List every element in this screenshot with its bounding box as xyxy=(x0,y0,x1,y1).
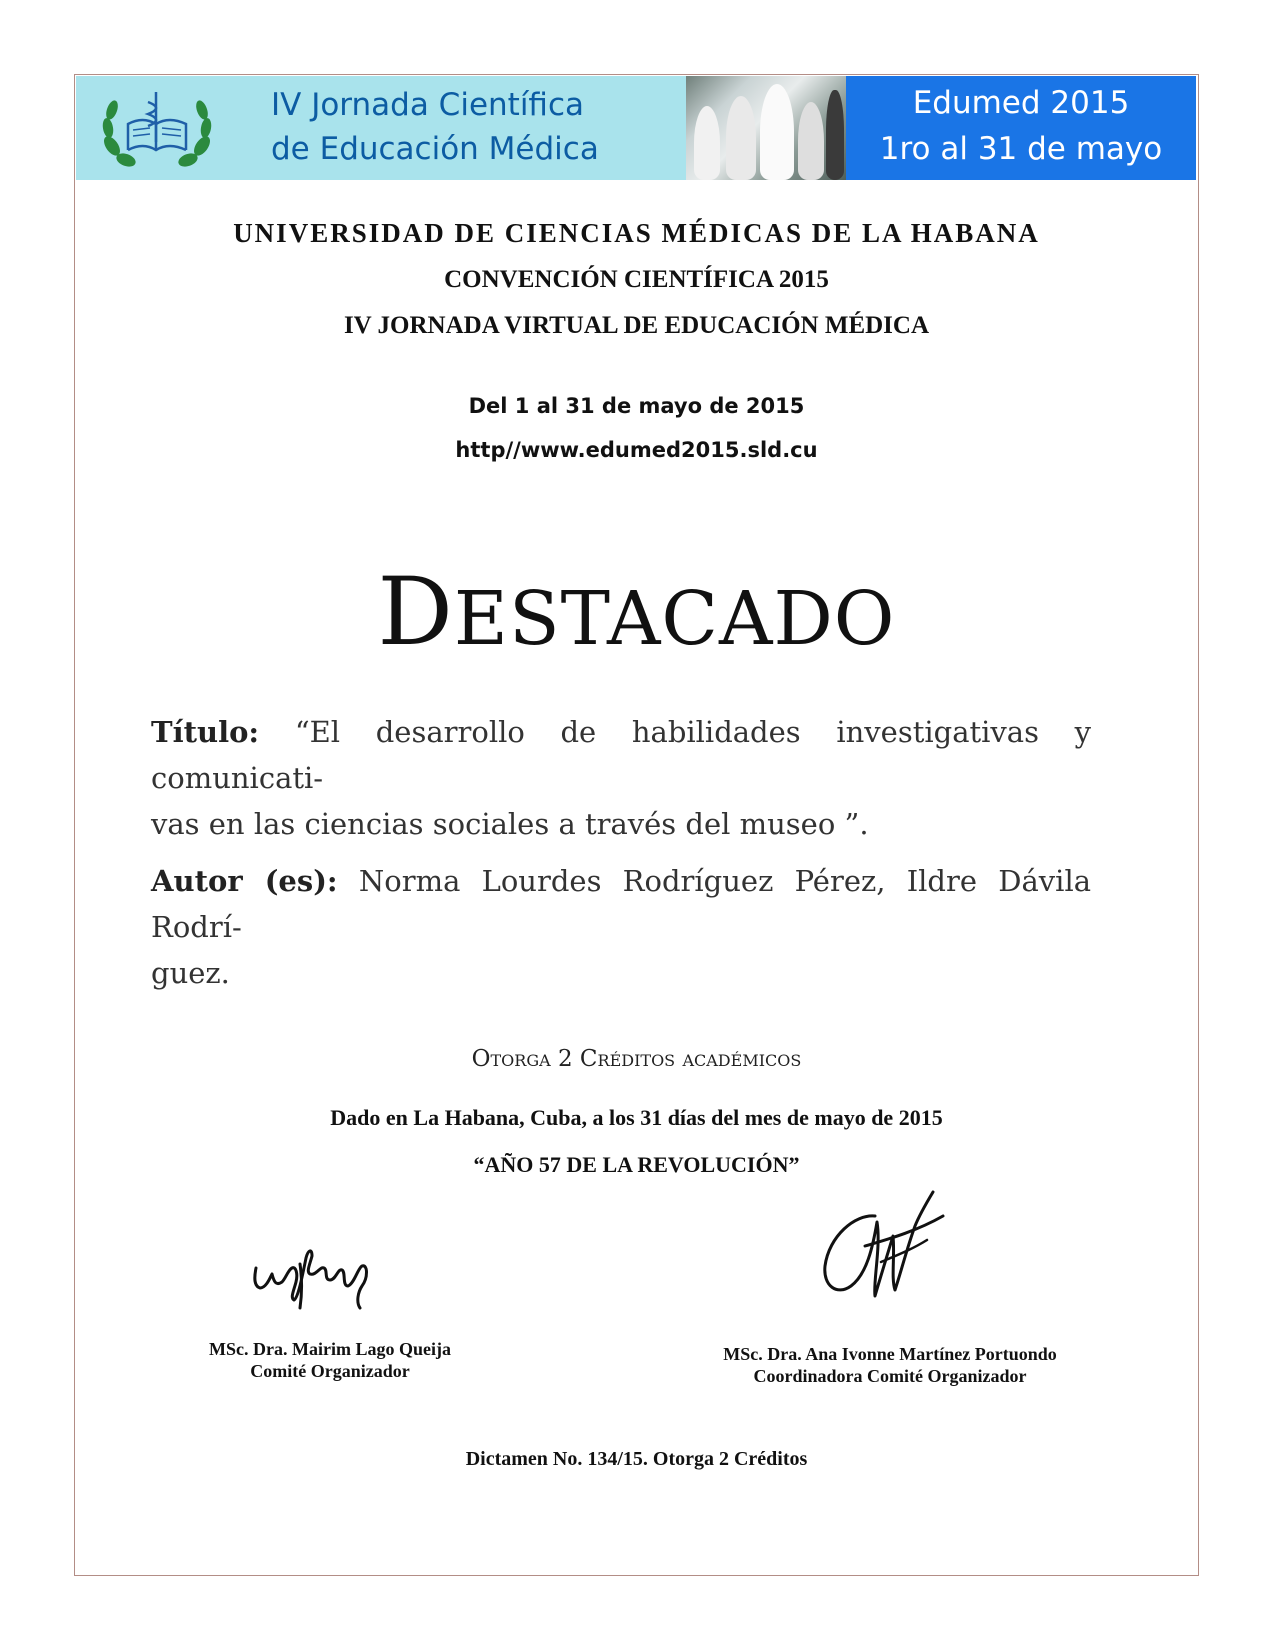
signer-left xyxy=(140,1338,520,1382)
jornada-heading: IV JORNADA VIRTUAL DE EDUCACIÓN MÉDICA xyxy=(343,312,930,339)
work-title-block xyxy=(151,709,1091,847)
university-heading: UNIVERSIDAD DE CIENCIAS MÉDICAS DE LA HABANA xyxy=(233,218,1040,248)
signer-right-role: Coordinadora Comité Organizador xyxy=(753,1366,1027,1386)
award-title-rest: ESTACADO xyxy=(453,576,896,662)
revolution-year-text: “AÑO 57 DE LA REVOLUCIÓN” xyxy=(473,1152,800,1177)
signer-left-role: Comité Organizador xyxy=(250,1361,410,1381)
authors-line2: guez. xyxy=(151,956,230,990)
dictamen-text: Dictamen No. 134/15. Otorga 2 Créditos xyxy=(465,1448,808,1470)
convention-heading: CONVENCIÓN CIENTÍFICA 2015 xyxy=(444,266,829,293)
banner-right-panel xyxy=(846,76,1196,180)
event-url: http//www.edumed2015.sld.cu xyxy=(455,438,818,462)
banner-event-dates: 1ro al 31 de mayo xyxy=(879,131,1163,167)
signer-right-name: MSc. Dra. Ana Ivonne Martínez Portuondo xyxy=(723,1344,1057,1364)
banner-title-line2: de Educación Médica xyxy=(271,131,599,167)
signer-right xyxy=(660,1343,1120,1387)
work-title-label: Título: xyxy=(151,715,260,749)
event-dates: Del 1 al 31 de mayo de 2015 xyxy=(468,394,805,418)
credits-text: Otorga 2 Créditos académicos xyxy=(471,1046,802,1072)
signature-left-icon xyxy=(250,1238,390,1318)
authors-block xyxy=(151,858,1091,996)
award-title xyxy=(74,558,1199,667)
signature-right-icon xyxy=(815,1186,945,1316)
banner-event-name: Edumed 2015 xyxy=(912,85,1130,121)
banner-left-panel xyxy=(76,76,686,180)
laurel-book-logo-icon xyxy=(98,84,216,172)
banner-title-line1: IV Jornada Científica xyxy=(271,87,584,123)
banner-group-photo xyxy=(686,76,846,180)
authors-line1: Norma Lourdes Rodríguez Pérez, Ildre Dávila Rodrí- xyxy=(151,864,1092,944)
issued-place-date: Dado en La Habana, Cuba, a los 31 días del mes de mayo de 2015 xyxy=(330,1105,943,1130)
work-title-line2: vas en las ciencias sociales a través del museo ”. xyxy=(151,807,869,841)
work-title-line1: “El desarrollo de habilidades investigativas y comunicati- xyxy=(151,715,1092,795)
signer-left-name: MSc. Dra. Mairim Lago Queija xyxy=(209,1339,451,1359)
authors-label: Autor (es): xyxy=(151,864,338,898)
award-title-initial: D xyxy=(377,558,454,667)
header-banner xyxy=(76,76,1196,180)
